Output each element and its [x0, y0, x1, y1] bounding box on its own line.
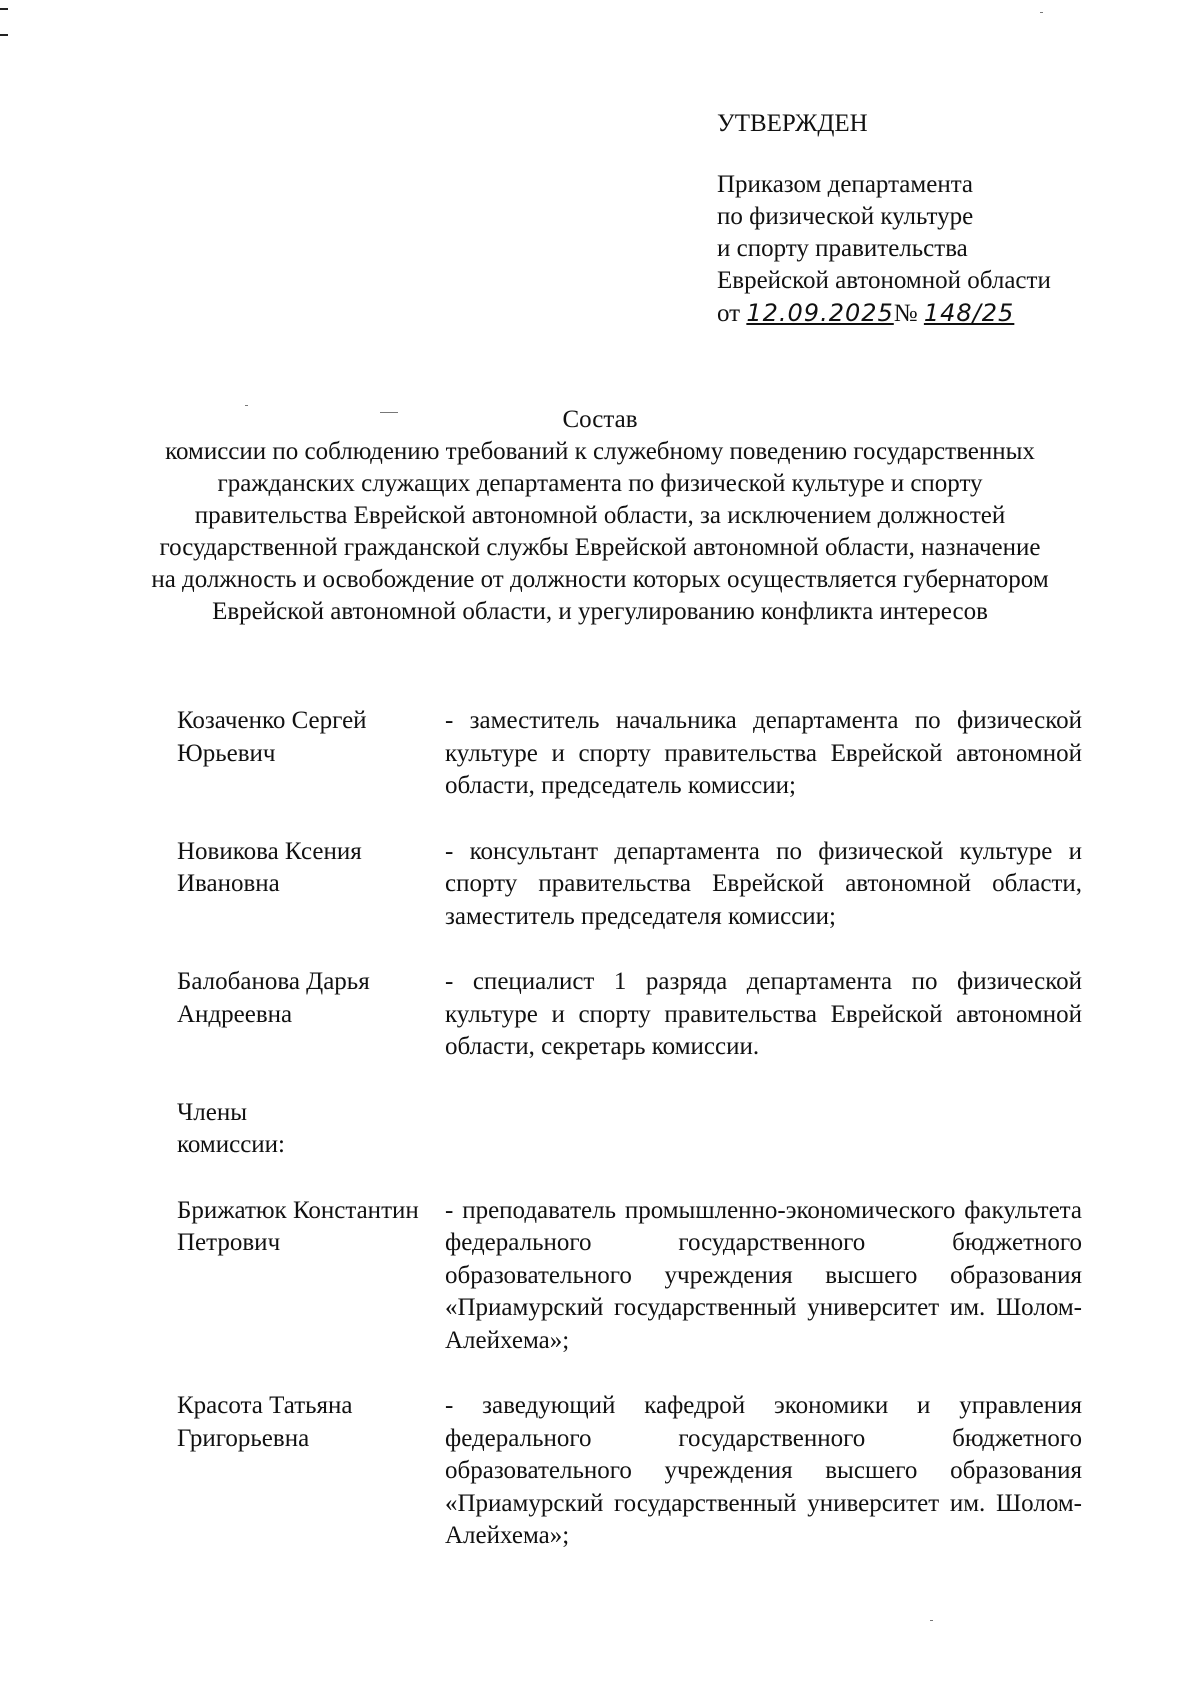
- approval-title: УТВЕРЖДЕН: [717, 110, 868, 137]
- date-prefix: от: [717, 300, 741, 327]
- roster-entry-secretary: [177, 966, 1082, 1064]
- number-label: №: [893, 300, 918, 327]
- commission-roster: [177, 705, 1082, 1586]
- handwritten-date: 12.09.2025: [746, 299, 894, 327]
- roster-entry-deputy-chair: [177, 836, 1082, 934]
- member-role: - преподаватель промышленно-экономического факультета федерального государственного бюджетного образовательного учреждения высшего образования «Приамурский государственный университет им. Шолом-Алейхема»;: [445, 1196, 1082, 1354]
- member-name: Красота Татьяна Григорьевна: [177, 1392, 353, 1452]
- approval-stamp: [717, 108, 1137, 330]
- member-role: - заведующий кафедрой экономики и управления федерального государственного бюджетного образовательного учреждения высшего образования «Приамурский государственный университет им. Шолом-Алейхема»;: [445, 1392, 1082, 1549]
- member-role: - специалист 1 разряда департамента по физической культуре и спорту правительства Еврейской автономной области, секретарь комиссии.: [445, 968, 1082, 1060]
- roster-entry-member: [177, 1390, 1082, 1553]
- document-title-block: [150, 404, 1050, 628]
- scan-artifact: [245, 405, 248, 406]
- scan-edge-mark-bottom: [0, 34, 8, 36]
- handwritten-order-number: 148/25: [923, 299, 1015, 327]
- member-name: Брижатюк Константин Петрович: [177, 1196, 419, 1256]
- member-name: Новикова Ксения Ивановна: [177, 837, 362, 897]
- member-role: - консультант департамента по физической культуре и спорту правительства Еврейской автономной области, заместитель председателя комиссии;: [445, 837, 1082, 930]
- approval-line-4: Еврейской автономной области: [717, 267, 1051, 294]
- approval-date-line: [717, 297, 1137, 330]
- members-section-label: Члены комиссии:: [177, 1098, 285, 1158]
- document-subject: комиссии по соблюдению требований к служебному поведению государственных гражданских служащих департамента по физической культуре и спорту правительства Еврейской автономной области, за исключением должностей государственной гражданской службы Еврейской автономной области, назначение на должность и освобождение от должности которых осуществляется губернатором Еврейской автономной области, и урегулированию конфликта интересов: [151, 438, 1049, 625]
- roster-entry-member: [177, 1195, 1082, 1358]
- scan-artifact: [1040, 12, 1043, 13]
- member-name: Козаченко Сергей Юрьевич: [177, 707, 367, 767]
- roster-entry-chair: [177, 705, 1082, 803]
- scan-artifact: [930, 1620, 933, 1621]
- approval-line-2: по физической культуре: [717, 203, 974, 230]
- scan-artifact: [380, 412, 398, 413]
- scan-edge-mark-top: [0, 8, 8, 10]
- document-heading: Состав: [562, 406, 638, 433]
- approval-line-1: Приказом департамента: [717, 171, 974, 198]
- approval-line-3: и спорту правительства: [717, 235, 968, 262]
- member-role: - заместитель начальника департамента по физической культуре и спорту правительства Еврейской автономной области, председатель комиссии;: [445, 707, 1082, 799]
- member-name: Балобанова Дарья Андреевна: [177, 968, 370, 1028]
